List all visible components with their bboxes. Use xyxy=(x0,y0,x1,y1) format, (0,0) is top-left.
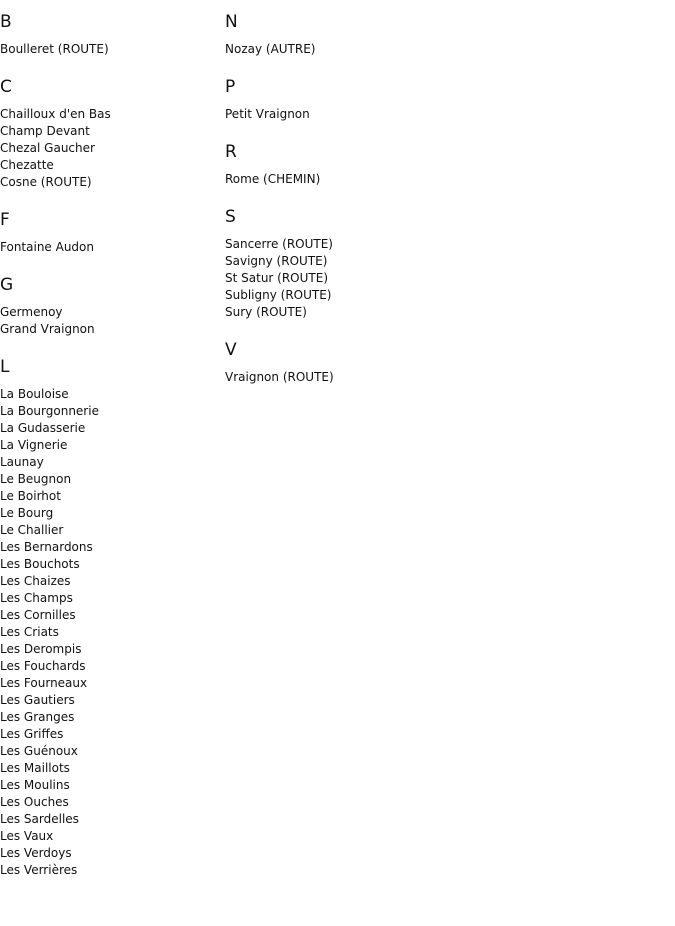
street-list-item xyxy=(0,811,220,828)
letter-section-f xyxy=(0,209,220,256)
street-list-item xyxy=(0,123,220,140)
street-list-item xyxy=(0,488,220,505)
street-link-les-fourneaux[interactable]: Les Fourneaux xyxy=(0,676,88,690)
letter-heading: P xyxy=(225,77,236,97)
street-link-le-beugnon[interactable]: Le Beugnon xyxy=(0,472,72,486)
letter-section-r xyxy=(225,141,445,188)
street-list-item xyxy=(0,539,220,556)
street-link-sury-route[interactable]: Sury (ROUTE) xyxy=(225,305,307,319)
street-link-les-fouchards[interactable]: Les Fouchards xyxy=(0,659,86,673)
street-list-item xyxy=(225,106,445,123)
street-list-item xyxy=(0,556,220,573)
street-link-st-satur-route[interactable]: St Satur (ROUTE) xyxy=(225,271,329,285)
street-list xyxy=(225,41,445,58)
letter-heading: C xyxy=(0,77,12,97)
street-link-rome-chemin[interactable]: Rome (CHEMIN) xyxy=(225,172,321,186)
letter-heading: N xyxy=(225,12,238,32)
street-link-les-granges[interactable]: Les Granges xyxy=(0,710,75,724)
street-list-item xyxy=(0,239,220,256)
street-link-les-derompis[interactable]: Les Derompis xyxy=(0,642,82,656)
street-link-les-gautiers[interactable]: Les Gautiers xyxy=(0,693,75,707)
street-link-savigny-route[interactable]: Savigny (ROUTE) xyxy=(225,254,328,268)
street-link-la-bouloise[interactable]: La Bouloise xyxy=(0,387,69,401)
street-list-item xyxy=(0,845,220,862)
street-list xyxy=(225,171,445,188)
street-list-item xyxy=(0,794,220,811)
street-list-item xyxy=(225,287,445,304)
street-link-le-challier[interactable]: Le Challier xyxy=(0,523,64,537)
street-list xyxy=(0,106,220,191)
street-list-item xyxy=(225,270,445,287)
street-list-item xyxy=(0,454,220,471)
street-link-germenoy[interactable]: Germenoy xyxy=(0,305,63,319)
street-list-item xyxy=(0,573,220,590)
letter-heading: S xyxy=(225,207,236,227)
street-list-item xyxy=(225,253,445,270)
street-list xyxy=(0,304,220,338)
street-link-vraignon-route[interactable]: Vraignon (ROUTE) xyxy=(225,370,334,384)
street-index-left-column xyxy=(0,11,220,897)
street-list-item xyxy=(225,236,445,253)
letter-section-c xyxy=(0,76,220,191)
street-list-item xyxy=(225,304,445,321)
street-list-item xyxy=(0,522,220,539)
street-list-item xyxy=(0,828,220,845)
street-link-cosne-route[interactable]: Cosne (ROUTE) xyxy=(0,175,92,189)
street-list-item xyxy=(0,760,220,777)
street-list-item xyxy=(0,157,220,174)
street-link-la-gudasserie[interactable]: La Gudasserie xyxy=(0,421,86,435)
letter-section-v xyxy=(225,339,445,386)
street-list-item xyxy=(225,41,445,58)
letter-heading: R xyxy=(225,142,237,162)
street-list-item xyxy=(0,777,220,794)
street-link-les-bernardons[interactable]: Les Bernardons xyxy=(0,540,93,554)
street-link-champ-devant[interactable]: Champ Devant xyxy=(0,124,90,138)
letter-section-b xyxy=(0,11,220,58)
street-list-item xyxy=(0,106,220,123)
letter-section-g xyxy=(0,274,220,338)
street-list-item xyxy=(0,624,220,641)
letter-heading: F xyxy=(0,210,10,230)
street-list-item xyxy=(0,658,220,675)
street-list-item xyxy=(0,862,220,879)
street-list-item xyxy=(0,641,220,658)
letter-section-p xyxy=(225,76,445,123)
street-link-les-maillots[interactable]: Les Maillots xyxy=(0,761,70,775)
street-list-item xyxy=(0,304,220,321)
street-list xyxy=(0,41,220,58)
street-link-subligny-route[interactable]: Subligny (ROUTE) xyxy=(225,288,332,302)
street-link-les-griffes[interactable]: Les Griffes xyxy=(0,727,64,741)
street-list-item xyxy=(0,321,220,338)
letter-heading: B xyxy=(0,12,12,32)
street-link-boulleret-route[interactable]: Boulleret (ROUTE) xyxy=(0,42,109,56)
street-list-item xyxy=(225,171,445,188)
street-list-item xyxy=(0,675,220,692)
street-link-launay[interactable]: Launay xyxy=(0,455,44,469)
street-link-chezatte[interactable]: Chezatte xyxy=(0,158,54,172)
street-link-les-verrieres[interactable]: Les Verrières xyxy=(0,863,78,877)
street-link-chezal-gaucher[interactable]: Chezal Gaucher xyxy=(0,141,95,155)
street-link-grand-vraignon[interactable]: Grand Vraignon xyxy=(0,322,95,336)
street-link-les-moulins[interactable]: Les Moulins xyxy=(0,778,70,792)
street-link-la-vignerie[interactable]: La Vignerie xyxy=(0,438,68,452)
letter-heading: L xyxy=(0,357,10,377)
street-index-right-column xyxy=(225,11,445,404)
street-list xyxy=(225,106,445,123)
letter-section-l xyxy=(0,356,220,879)
street-link-nozay-autre[interactable]: Nozay (AUTRE) xyxy=(225,42,316,56)
street-link-les-ouches[interactable]: Les Ouches xyxy=(0,795,69,809)
street-list-item xyxy=(0,590,220,607)
street-link-chailloux-d-en-bas[interactable]: Chailloux d'en Bas xyxy=(0,107,111,121)
street-link-les-bouchots[interactable]: Les Bouchots xyxy=(0,557,80,571)
street-link-les-verdoys[interactable]: Les Verdoys xyxy=(0,846,72,860)
street-link-les-vaux[interactable]: Les Vaux xyxy=(0,829,54,843)
street-link-les-cornilles[interactable]: Les Cornilles xyxy=(0,608,76,622)
street-list-item xyxy=(0,420,220,437)
street-list xyxy=(0,386,220,879)
street-list-item xyxy=(0,471,220,488)
street-link-sancerre-route[interactable]: Sancerre (ROUTE) xyxy=(225,237,333,251)
street-link-les-guenoux[interactable]: Les Guénoux xyxy=(0,744,78,758)
street-link-les-chaizes[interactable]: Les Chaizes xyxy=(0,574,71,588)
street-list-item xyxy=(0,140,220,157)
street-link-le-boirhot[interactable]: Le Boirhot xyxy=(0,489,61,503)
street-link-les-champs[interactable]: Les Champs xyxy=(0,591,73,605)
street-list-item xyxy=(0,386,220,403)
street-list-item xyxy=(0,437,220,454)
street-list-item xyxy=(0,743,220,760)
street-list-item xyxy=(0,607,220,624)
street-list-item xyxy=(0,403,220,420)
street-list-item xyxy=(0,726,220,743)
street-list-item xyxy=(225,369,445,386)
letter-heading: G xyxy=(0,275,14,295)
letter-heading: V xyxy=(225,340,237,360)
letter-section-s xyxy=(225,206,445,321)
street-link-petit-vraignon[interactable]: Petit Vraignon xyxy=(225,107,310,121)
street-link-le-bourg[interactable]: Le Bourg xyxy=(0,506,54,520)
street-list-item xyxy=(0,692,220,709)
street-link-la-bourgonnerie[interactable]: La Bourgonnerie xyxy=(0,404,99,418)
letter-section-n xyxy=(225,11,445,58)
street-link-fontaine-audon[interactable]: Fontaine Audon xyxy=(0,240,94,254)
street-link-les-sardelles[interactable]: Les Sardelles xyxy=(0,812,79,826)
street-list xyxy=(0,239,220,256)
street-list-item xyxy=(0,505,220,522)
street-list-item xyxy=(0,174,220,191)
street-list-item xyxy=(0,41,220,58)
street-list-item xyxy=(0,709,220,726)
street-list xyxy=(225,236,445,321)
street-link-les-criats[interactable]: Les Criats xyxy=(0,625,59,639)
street-list xyxy=(225,369,445,386)
